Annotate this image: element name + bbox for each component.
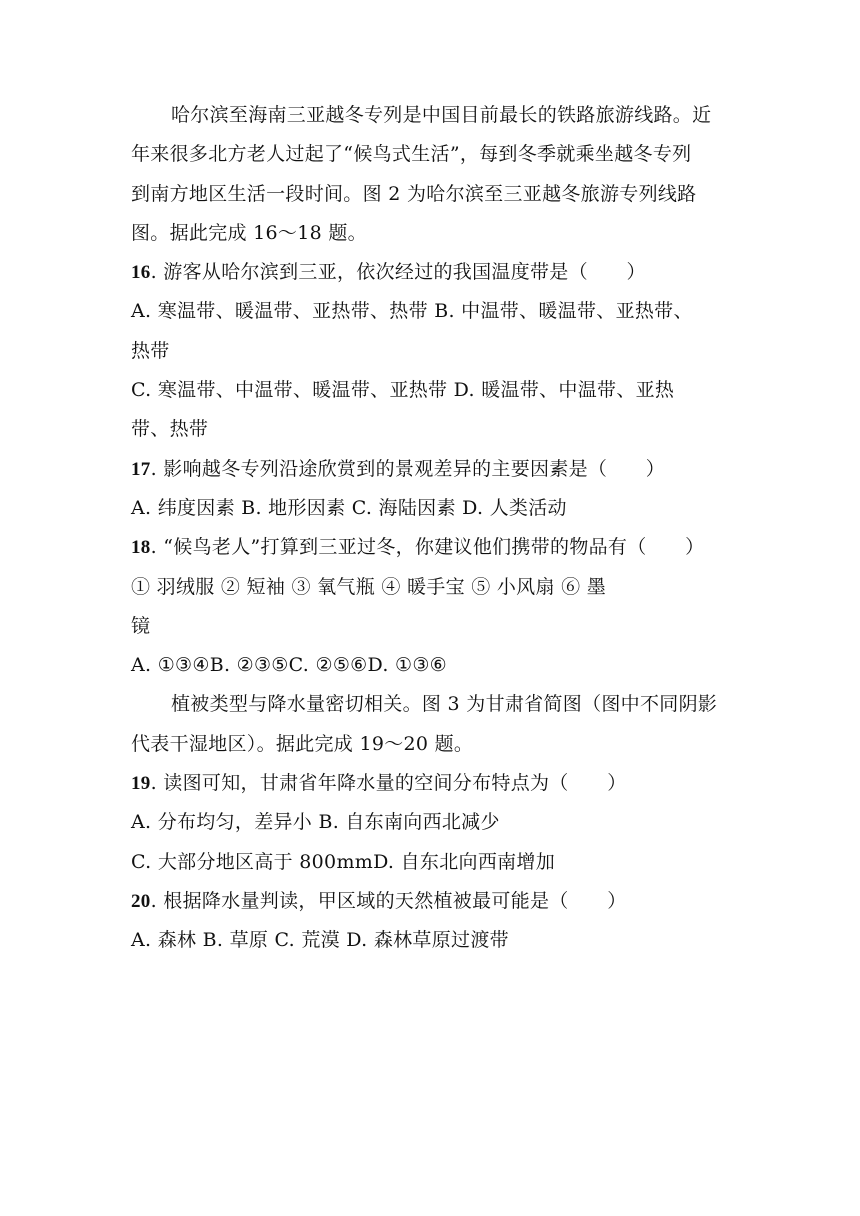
question-17-options: A. 纬度因素 B. 地形因素 C. 海陆因素 D. 人类活动 [131, 496, 567, 519]
question-18-items-line-2: 镜 [131, 614, 151, 637]
question-17-text: . 影响越冬专列沿途欣赏到的景观差异的主要因素是（ ） [150, 457, 666, 480]
question-18-options: A. ①③④B. ②③⑤C. ②⑤⑥D. ①③⑥ [131, 654, 448, 677]
question-20-options: A. 森林 B. 草原 C. 荒漠 D. 森林草原过渡带 [131, 929, 509, 952]
question-17-stem [131, 450, 731, 489]
question-19-stem [131, 764, 731, 803]
gansu-paragraph-line-2: 代表干湿地区）。据此完成 19～20 题。 [131, 732, 474, 755]
document-page [131, 96, 731, 961]
question-19-text: . 读图可知，甘肃省年降水量的空间分布特点为（ ） [150, 772, 627, 795]
question-16-options-line-3: C. 寒温带、中温带、暖温带、亚热带 D. 暖温带、中温带、亚热 [131, 379, 675, 402]
question-20-number: 20 [131, 890, 151, 912]
question-19-options-line-1: A. 分布均匀，差异小 B. 自东南向西北减少 [131, 811, 500, 834]
question-17-number: 17 [131, 458, 151, 480]
question-16-text: . 游客从哈尔滨到三亚，依次经过的我国温度带是（ ） [150, 261, 646, 284]
intro-paragraph-line-2: 年来很多北方老人过起了“候鸟式生活”，每到冬季就乘坐越冬专列 [131, 143, 692, 166]
gansu-paragraph-line-1: 植被类型与降水量密切相关。图 3 为甘肃省简图（图中不同阴影 [171, 693, 718, 716]
question-16-number: 16 [131, 262, 151, 284]
question-19-options-line-2: C. 大部分地区高于 800mmD. 自东北向西南增加 [131, 850, 556, 873]
question-16-options-line-4: 带、热带 [131, 418, 209, 441]
question-16-options-line-1: A. 寒温带、暖温带、亚热带、热带 B. 中温带、暖温带、亚热带、 [131, 300, 693, 323]
question-16-stem [131, 253, 731, 292]
question-18-text: . “候鸟老人”打算到三亚过冬，你建议他们携带的物品有（ ） [150, 536, 705, 559]
question-20-text: . 根据降水量判读，甲区域的天然植被最可能是（ ） [150, 889, 627, 912]
question-18-items-line-1: ① 羽绒服 ② 短袖 ③ 氧气瓶 ④ 暖手宝 ⑤ 小风扇 ⑥ 墨 [131, 575, 607, 598]
question-20-stem [131, 882, 731, 921]
question-18-stem [131, 528, 731, 567]
question-18-number: 18 [131, 537, 151, 559]
question-19-number: 19 [131, 773, 151, 795]
intro-paragraph-line-4: 图。据此完成 16～18 题。 [131, 221, 367, 244]
intro-paragraph-line-1: 哈尔滨至海南三亚越冬专列是中国目前最长的铁路旅游线路。近 [171, 104, 712, 126]
intro-paragraph-line-3: 到南方地区生活一段时间。图 2 为哈尔滨至三亚越冬旅游专列线路 [131, 182, 697, 205]
question-16-options-line-2: 热带 [131, 339, 170, 362]
